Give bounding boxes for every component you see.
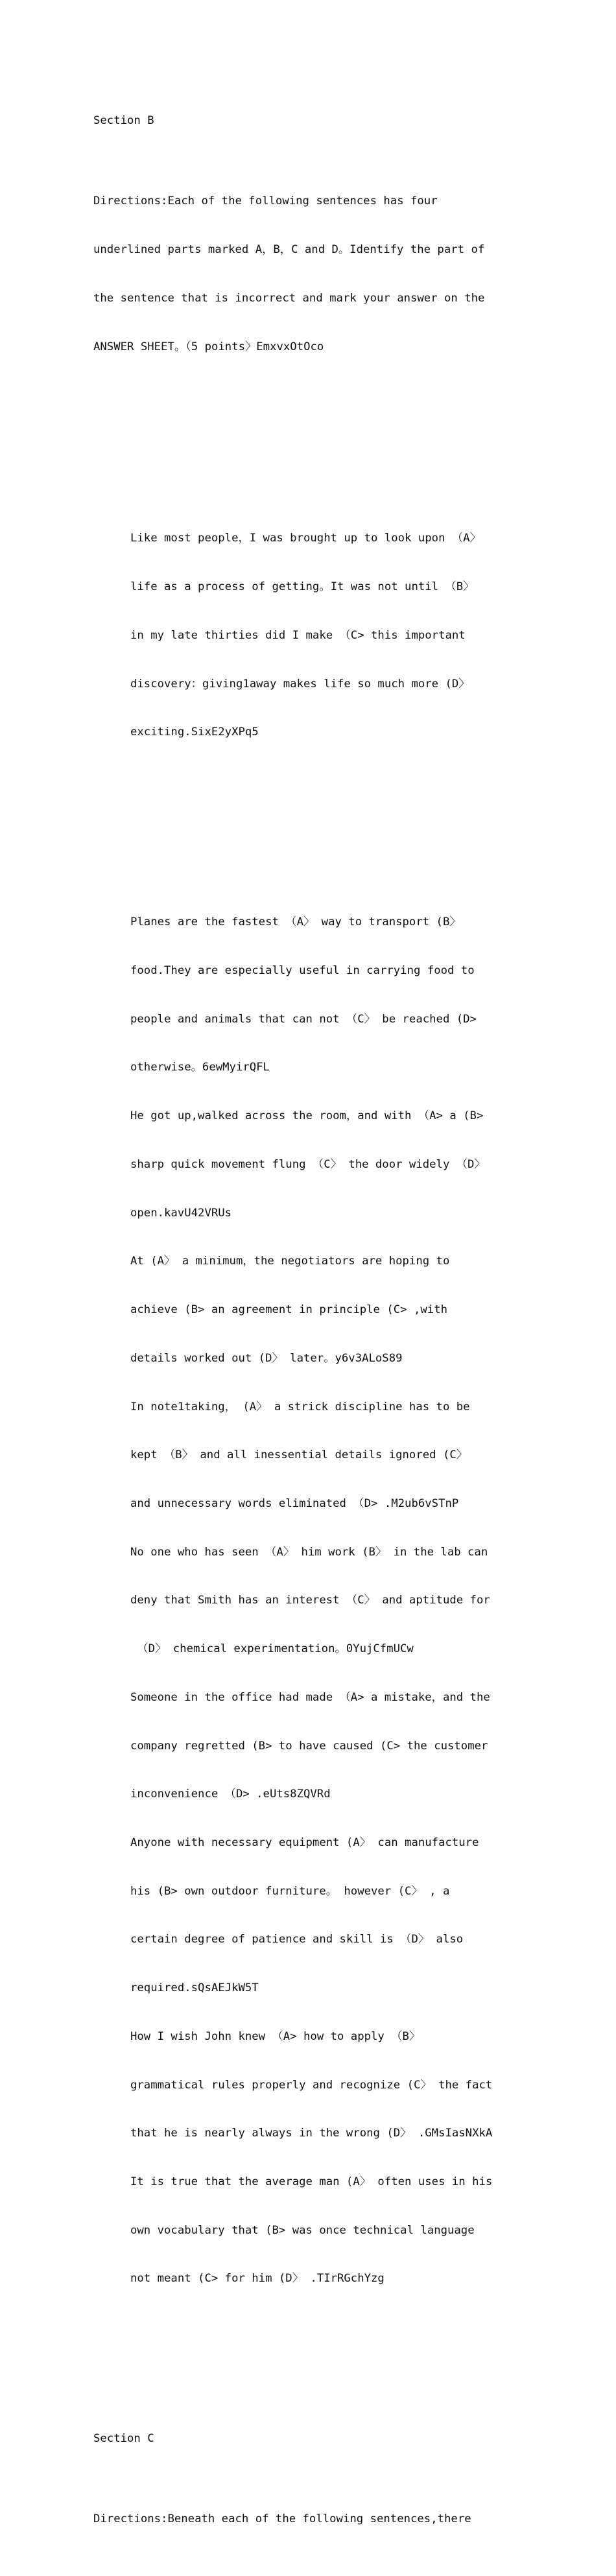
question-line: that he is nearly always in the wrong (D〉 .GMsIasNXkA [130, 2127, 493, 2140]
question-line: kept （B〉 and all inessential details ignored (C〉 [130, 1448, 468, 1462]
question-line: exciting.SixE2yXPq5 [130, 726, 259, 739]
question-line: Planes are the fastest （A〉 way to transport (B〉 [130, 916, 461, 929]
question-line: Anyone with necessary equipment (A〉 can manufacture [130, 1836, 479, 1849]
question-line: and unnecessary words eliminated （D> .M2ub6vSTnP [130, 1496, 459, 1510]
document-page [93, 80, 534, 2576]
question-line: It is true that the average man (A〉 often uses in his [130, 2175, 493, 2188]
question-line: Someone in the office had made （A> a mistake，and the [130, 1690, 490, 1704]
question-line: not meant (C> for him (D〉 .TIrRGchYzg [130, 2272, 385, 2286]
question-block-2 [93, 882, 534, 2320]
question-line: people and animals that can not （C〉 be reached (D> [130, 1012, 477, 1026]
question-line: He got up,walked across the room，and with （A> a (B> [130, 1109, 484, 1123]
question-block-1 [93, 499, 534, 773]
question-line: deny that Smith has an interest （C〉 and aptitude for [130, 1594, 490, 1607]
directions-line: underlined parts marked A，B，C and D。Identify the part of [93, 243, 485, 257]
question-line: life as a process of getting。It was not until （B〉 [130, 580, 475, 594]
question-line: his (B> own outdoor furniture。 however (C〉 , a [130, 1884, 450, 1898]
section-c-title: Section C [93, 2431, 154, 2445]
question-line: In note1taking， (A〉 a strick discipline has to be [130, 1400, 470, 1413]
question-line: certain degree of patience and skill is （D〉 also [130, 1933, 464, 1946]
question-line: details worked out (D〉 later。y6v3ALoS89 [130, 1351, 403, 1365]
question-line: Like most people，I was brought up to look upon （A〉 [130, 532, 481, 545]
directions-line: Directions:Beneath each of the following sentences,there [93, 2512, 471, 2526]
question-line: inconvenience （D> .eUts8ZQVRd [130, 1788, 331, 1801]
question-line: food.They are especially useful in carrying food to [130, 964, 475, 978]
question-line: At (A〉 a minimum，the negotiators are hoping to [130, 1255, 450, 1268]
section-c-directions [93, 2479, 534, 2560]
question-line: （D〉 chemical experimentation。0YujCfmUCw [130, 1642, 414, 1656]
question-line: grammatical rules properly and recognize (C〉 the fact [130, 2078, 493, 2092]
question-line: otherwise。6ewMyirQFL [130, 1061, 270, 1074]
directions-line: ANSWER SHEET。（5 points〉EmxvxOtOco [93, 340, 324, 353]
section-b-title: Section B [93, 113, 154, 127]
question-line: required.sQsAEJkW5T [130, 1981, 259, 1995]
section-b-directions [93, 161, 534, 388]
question-line: No one who has seen （A〉 him work (B〉 in the lab can [130, 1545, 488, 1559]
question-line: discovery：giving1away makes life so much more (D〉 [130, 677, 470, 691]
question-line: open.kavU42VRUs [130, 1206, 232, 1220]
directions-line: the sentence that is incorrect and mark your answer on the [93, 291, 485, 305]
directions-line: Directions:Each of the following sentences has four [93, 195, 438, 208]
question-line: own vocabulary that (B> was once technical language [130, 2223, 475, 2237]
question-line: How I wish John knew （A> how to apply （B〉 [130, 2029, 421, 2043]
question-line: achieve (B> an agreement in principle (C> ,with [130, 1303, 447, 1317]
question-line: sharp quick movement flung （C〉 the door widely （D〉 [130, 1157, 486, 1171]
question-line: company regretted (B> to have caused (C> the customer [130, 1739, 488, 1753]
question-line: in my late thirties did I make （C> this important [130, 628, 466, 642]
